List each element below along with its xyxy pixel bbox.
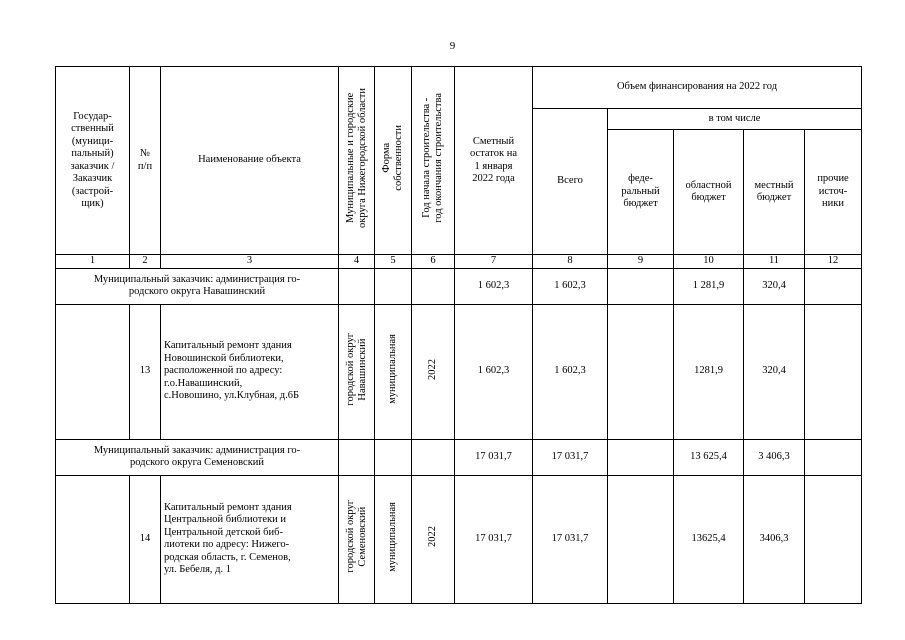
header-federal: феде- ральный бюджет <box>608 130 674 255</box>
group-customer: Муниципальный заказчик: администрация го- родского округа Навашинский <box>56 268 339 304</box>
item-ownership <box>375 475 412 603</box>
column-number: 5 <box>375 255 412 269</box>
item-name: Капитальный ремонт здания Новошинской библиотеки, расположенной по адресу: г.о.Навашинский, с.Новошино, ул.Клубная, д.6Б <box>161 304 339 439</box>
item-regional: 1281,9 <box>674 304 744 439</box>
column-number: 8 <box>533 255 608 269</box>
group-row <box>56 439 862 475</box>
column-number: 4 <box>339 255 375 269</box>
item-estimated: 17 031,7 <box>455 475 533 603</box>
group-local: 320,4 <box>744 268 805 304</box>
item-years-text: 2022 <box>427 526 438 548</box>
group-ownership-cell <box>375 439 412 475</box>
column-number: 7 <box>455 255 533 269</box>
header-regional: областной бюджет <box>674 130 744 255</box>
group-regional: 1 281,9 <box>674 268 744 304</box>
item-customer-cell <box>56 304 130 439</box>
header-customer: Государ- ственный (муници- пальный) заказчик / Заказчик (застрой- щик) <box>56 67 130 255</box>
group-total: 17 031,7 <box>533 439 608 475</box>
item-customer-cell <box>56 475 130 603</box>
header-municipalities-text: Муниципальные и городские округа Нижегородской области <box>344 88 368 229</box>
header-object-name: Наименование объекта <box>161 67 339 255</box>
item-other <box>805 475 862 603</box>
group-total: 1 602,3 <box>533 268 608 304</box>
item-municipality-text: городской округ Семеновский <box>344 500 368 574</box>
item-number: 13 <box>130 304 161 439</box>
column-number: 10 <box>674 255 744 269</box>
item-years <box>412 304 455 439</box>
group-other <box>805 268 862 304</box>
financing-table <box>55 66 862 604</box>
item-municipality-text: городской округ Навашинский <box>344 332 368 406</box>
column-number: 12 <box>805 255 862 269</box>
item-name: Капитальный ремонт здания Центральной библиотеки и Центральной детской биб- лиотеки по адресу: Нижего- родская область, г. Семенов, ул. Бебеля, д. 1 <box>161 475 339 603</box>
item-ownership <box>375 304 412 439</box>
item-regional: 13625,4 <box>674 475 744 603</box>
column-number: 1 <box>56 255 130 269</box>
header-number: № п/п <box>130 67 161 255</box>
header-estimated: Сметный остаток на 1 января 2022 года <box>455 67 533 255</box>
item-total: 17 031,7 <box>533 475 608 603</box>
item-ownership-text: муниципальная <box>387 334 398 405</box>
header-financing: Объем финансирования на 2022 год <box>533 67 862 109</box>
item-local: 3406,3 <box>744 475 805 603</box>
group-federal <box>608 268 674 304</box>
group-customer: Муниципальный заказчик: администрация го- родского округа Семеновский <box>56 439 339 475</box>
item-municipality <box>339 475 375 603</box>
page-number: 9 <box>449 40 456 52</box>
group-estimated: 17 031,7 <box>455 439 533 475</box>
item-federal <box>608 475 674 603</box>
item-federal <box>608 304 674 439</box>
table-row <box>56 304 862 439</box>
header-municipalities <box>339 67 375 255</box>
group-municipality-cell <box>339 439 375 475</box>
header-total: Всего <box>533 109 608 255</box>
group-years-cell <box>412 268 455 304</box>
item-estimated: 1 602,3 <box>455 304 533 439</box>
column-numbers-row <box>56 255 862 269</box>
item-years-text: 2022 <box>427 358 438 380</box>
item-local: 320,4 <box>744 304 805 439</box>
item-other <box>805 304 862 439</box>
group-regional: 13 625,4 <box>674 439 744 475</box>
column-number: 2 <box>130 255 161 269</box>
item-years <box>412 475 455 603</box>
header-ownership-text: Форма собственности <box>381 125 404 192</box>
group-municipality-cell <box>339 268 375 304</box>
group-estimated: 1 602,3 <box>455 268 533 304</box>
header-years <box>412 67 455 255</box>
group-years-cell <box>412 439 455 475</box>
column-number: 9 <box>608 255 674 269</box>
header-ownership <box>375 67 412 255</box>
column-number: 11 <box>744 255 805 269</box>
group-ownership-cell <box>375 268 412 304</box>
group-other <box>805 439 862 475</box>
column-number: 3 <box>161 255 339 269</box>
item-ownership-text: муниципальная <box>387 501 398 572</box>
table-row <box>56 475 862 603</box>
column-number: 6 <box>412 255 455 269</box>
group-row <box>56 268 862 304</box>
item-total: 1 602,3 <box>533 304 608 439</box>
header-local: местный бюджет <box>744 130 805 255</box>
header-other: прочие источ- ники <box>805 130 862 255</box>
item-municipality <box>339 304 375 439</box>
header-including: в том числе <box>608 109 862 130</box>
group-federal <box>608 439 674 475</box>
header-years-text: Год начала строительства - год окончания строительства <box>421 93 444 224</box>
item-number: 14 <box>130 475 161 603</box>
group-local: 3 406,3 <box>744 439 805 475</box>
